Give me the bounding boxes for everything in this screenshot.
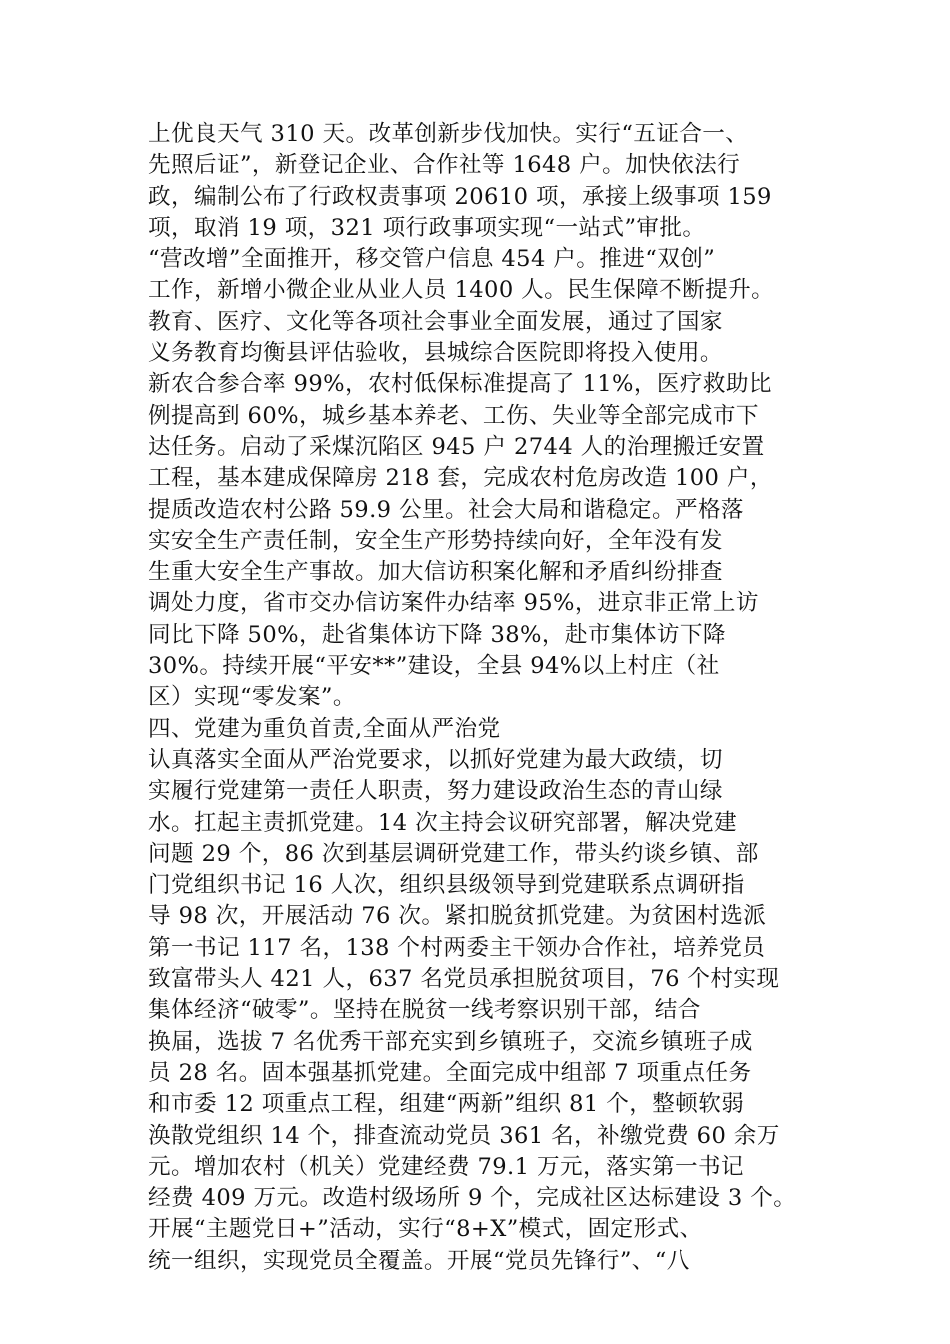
text-line: 实履行党建第一责任人职责，努力建设政治生态的青山绿 [148,778,723,805]
text-line: 政，编制公布了行政权责事项 20610 项，承接上级事项 159 [148,183,772,210]
text-line: 上优良天气 310 天。改革创新步伐加快。实行“五证合一、 [148,121,749,147]
text-line: 30%。持续开展“平安**”建设，全县 94%以上村庄（社 [148,653,720,680]
text-line: 和市委 12 项重点工程，组建“两新”组织 81 个，整顿软弱 [148,1091,745,1118]
text-line: 开展“主题党日+”活动，实行“8+X”模式，固定形式、 [148,1216,703,1243]
text-line: 工作，新增小微企业从业人员 1400 人。民生保障不断提升。 [148,277,775,304]
text-line: 涣散党组织 14 个，排查流动党员 361 名，补缴党费 60 余万 [148,1122,780,1149]
text-line: 同比下降 50%，赴省集体访下降 38%，赴市集体访下降 [148,621,726,648]
text-line: 调处力度，省市交办信访案件办结率 95%，进京非正常上访 [148,590,759,617]
text-line: 元。增加农村（机关）党建经费 79.1 万元，落实第一书记 [148,1153,744,1180]
text-line: 集体经济“破零”。坚持在脱贫一线考察识别干部，结合 [148,997,701,1024]
text-line: 新农合参合率 99%，农村低保标准提高了 11%，医疗救助比 [148,371,772,398]
text-line: 统一组织，实现党员全覆盖。开展“党员先锋行”、“八 [148,1247,690,1274]
text-line: 经费 409 万元。改造村级场所 9 个，完成社区达标建设 3 个。 [148,1185,797,1212]
text-line: 达任务。启动了采煤沉陷区 945 户 2744 人的治理搬迁安置 [148,433,765,460]
text-line: 第一书记 117 名，138 个村两委主干领办合作社，培养党员 [148,934,766,961]
text-line: 致富带头人 421 人，637 名党员承担脱贫项目，76 个村实现 [148,966,780,993]
text-line: 例提高到 60%，城乡基本养老、工伤、失业等全部完成市下 [148,402,759,429]
text-line: 实安全生产责任制，安全生产形势持续向好，全年没有发 [148,527,723,554]
text-line: 导 98 次，开展活动 76 次。紧扣脱贫抓党建。为贫困村选派 [148,903,767,930]
section-2 [148,745,828,1277]
text-line: 工程，基本建成保障房 218 套，完成农村危房改造 100 户， [148,465,773,492]
document-page [148,119,828,1277]
text-line: “营改增”全面推开，移交管户信息 454 户。推进“双创” [148,246,716,273]
text-line: 认真落实全面从严治党要求，以抓好党建为最大政绩，切 [148,746,723,773]
text-line: 义务教育均衡县评估验收，县城综合医院即将投入使用。 [148,340,723,367]
section-heading: 四、党建为重负首责,全面从严治党 [148,715,501,742]
text-line: 问题 29 个，86 次到基层调研党建工作，带头约谈乡镇、部 [148,840,759,867]
text-line: 项，取消 19 项，321 项行政事项实现“一站式”审批。 [148,214,706,241]
text-line: 水。扛起主责抓党建。14 次主持会议研究部署，解决党建 [148,809,737,836]
text-line: 先照后证”，新登记企业、合作社等 1648 户。加快依法行 [148,152,741,179]
text-line: 换届，选拔 7 名优秀干部充实到乡镇班子，交流乡镇班子成 [148,1028,753,1055]
text-line: 区）实现“零发案”。 [148,684,356,711]
section-1 [148,119,828,714]
text-line: 门党组织书记 16 人次，组织县级领导到党建联系点调研指 [148,872,745,899]
text-line: 教育、医疗、文化等各项社会事业全面发展，通过了国家 [148,308,723,335]
text-line: 提质改造农村公路 59.9 公里。社会大局和谐稳定。严格落 [148,496,744,523]
text-line: 员 28 名。固本强基抓党建。全面完成中组部 7 项重点任务 [148,1059,752,1086]
text-line: 生重大安全生产事故。加大信访积案化解和矛盾纠纷排查 [148,559,723,586]
